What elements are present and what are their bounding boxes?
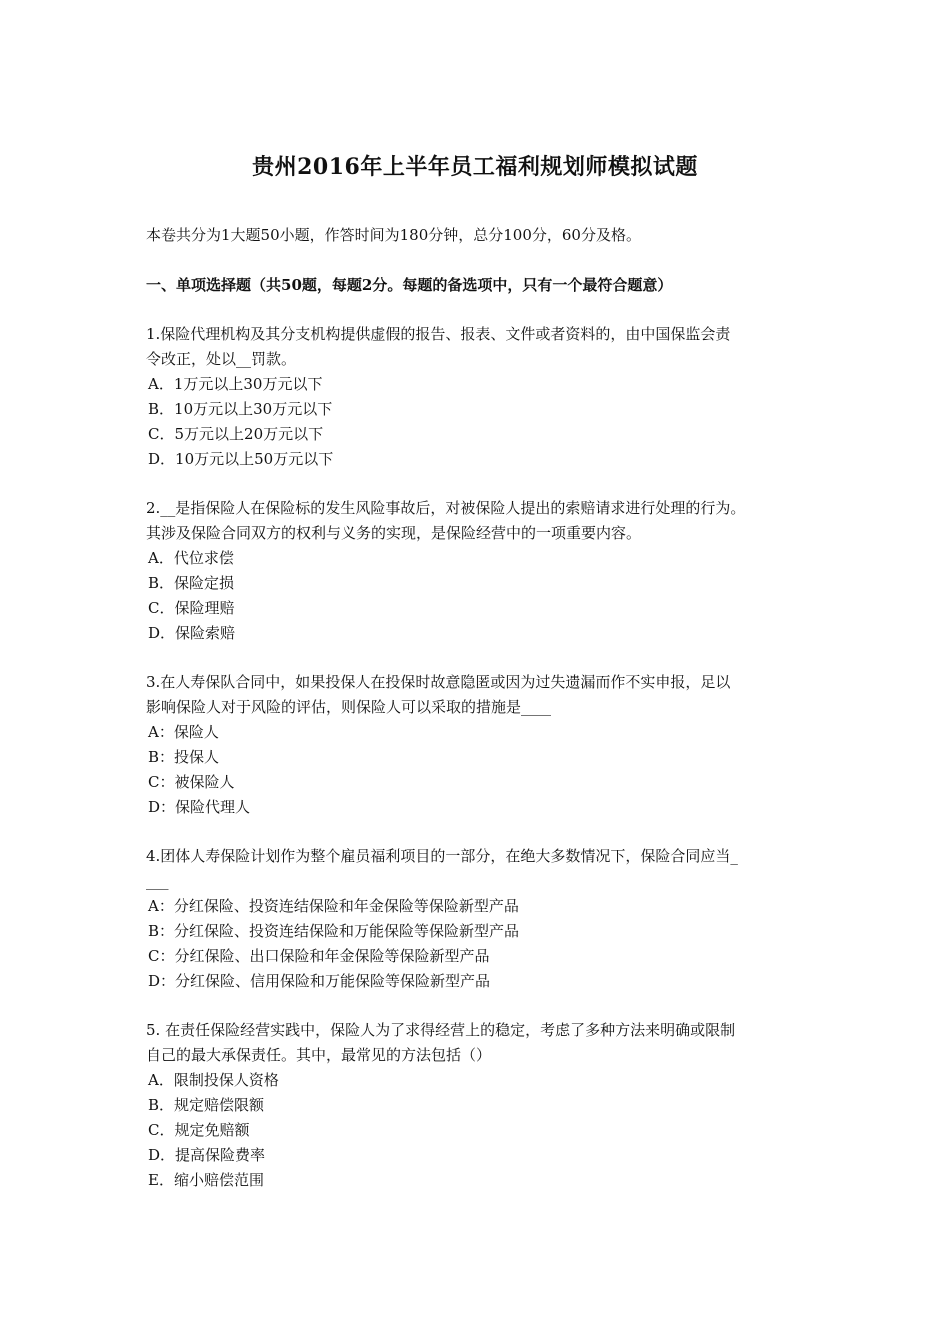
question-text: 令改正，处以__罚款。 <box>146 350 297 368</box>
option-a: A．限制投保人资格 <box>148 1071 279 1089</box>
option-b: B．规定赔偿限额 <box>148 1096 265 1114</box>
question-3 <box>146 670 826 820</box>
question-1 <box>146 322 826 472</box>
question-text: 4.团体人寿保险计划作为整个雇员福利项目的一部分，在绝大多数情况下，保险合同应当_ <box>146 847 738 865</box>
option-e: E．缩小赔偿范围 <box>148 1171 264 1189</box>
question-text: 2.__是指保险人在保险标的发生风险事故后，对被保险人提出的索赔请求进行处理的行为。 <box>146 499 746 517</box>
option-c: C．保险理赔 <box>148 599 235 617</box>
option-a: A．1万元以上30万元以下 <box>148 375 323 393</box>
question-text: 1.保险代理机构及其分支机构提供虚假的报告、报表、文件或者资料的，由中国保监会责 <box>146 325 731 343</box>
option-a: A：保险人 <box>148 723 219 741</box>
option-c: C．规定免赔额 <box>148 1121 250 1139</box>
option-d: D：保险代理人 <box>148 798 251 816</box>
question-list <box>146 322 826 1217</box>
option-d: D：分红保险、信用保险和万能保险等保险新型产品 <box>148 972 491 990</box>
question-text: 3.在人寿保队合同中，如果投保人在投保时故意隐匿或因为过失遗漏而作不实申报，足以 <box>146 673 731 691</box>
page-title: 贵州2016年上半年员工福利规划师模拟试题 <box>252 154 698 180</box>
exam-intro: 本卷共分为1大题50小题，作答时间为180分钟，总分100分，60分及格。 <box>146 226 641 244</box>
option-b: B：投保人 <box>148 748 220 766</box>
option-b: B．保险定损 <box>148 574 235 592</box>
option-b: B：分红保险、投资连结保险和万能保险等保险新型产品 <box>148 922 520 940</box>
option-c: C．5万元以上20万元以下 <box>148 425 324 443</box>
question-text: 自己的最大承保责任。其中，最常见的方法包括（） <box>146 1046 492 1064</box>
option-b: B．10万元以上30万元以下 <box>148 400 333 418</box>
question-text: 影响保险人对于风险的评估，则保险人可以采取的措施是____ <box>146 698 552 716</box>
option-d: D．10万元以上50万元以下 <box>148 450 334 468</box>
question-text: 5. 在责任保险经营实践中，保险人为了求得经营上的稳定，考虑了多种方法来明确或限制 <box>146 1021 736 1039</box>
option-a: A．代位求偿 <box>148 549 234 567</box>
option-a: A：分红保险、投资连结保险和年金保险等保险新型产品 <box>148 897 519 915</box>
option-d: D．提高保险费率 <box>148 1146 266 1164</box>
option-c: C：分红保险、出口保险和年金保险等保险新型产品 <box>148 947 490 965</box>
question-5 <box>146 1018 826 1193</box>
option-d: D．保险索赔 <box>148 624 236 642</box>
question-4 <box>146 844 826 994</box>
question-text: ___ <box>146 872 169 890</box>
section-heading: 一、单项选择题（共50题，每题2分。每题的备选项中，只有一个最符合题意） <box>146 276 673 294</box>
question-2 <box>146 496 826 646</box>
question-text: 其涉及保险合同双方的权利与义务的实现，是保险经营中的一项重要内容。 <box>146 524 642 542</box>
option-c: C：被保险人 <box>148 773 235 791</box>
